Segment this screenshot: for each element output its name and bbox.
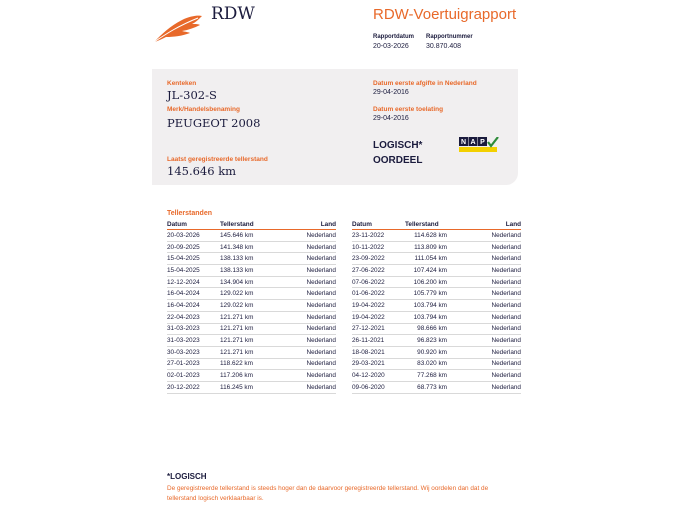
cell-tellerstand: 121.271 km — [220, 346, 280, 358]
first-nl-label: Datum eerste afgifte in Nederland — [373, 80, 477, 87]
cell-datum: 15-04-2025 — [167, 253, 220, 265]
cell-land: Nederland — [465, 253, 521, 265]
report-date-label: Rapportdatum — [373, 34, 414, 40]
table-row — [167, 311, 336, 323]
table-row — [352, 253, 521, 265]
table-row — [352, 288, 521, 300]
cell-datum: 09-06-2020 — [352, 381, 405, 393]
cell-datum: 30-03-2023 — [167, 346, 220, 358]
table-row — [167, 265, 336, 277]
cell-land: Nederland — [465, 311, 521, 323]
cell-datum: 10-11-2022 — [352, 241, 405, 253]
cell-tellerstand: 134.904 km — [220, 276, 280, 288]
table-row — [352, 265, 521, 277]
cell-tellerstand: 68.773 km — [405, 381, 465, 393]
cell-land: Nederland — [465, 323, 521, 335]
table-row — [167, 253, 336, 265]
cell-land: Nederland — [465, 300, 521, 312]
cell-land: Nederland — [280, 323, 336, 335]
table-row — [352, 358, 521, 370]
cell-tellerstand: 138.133 km — [220, 253, 280, 265]
table-row — [167, 358, 336, 370]
cell-datum: 16-04-2024 — [167, 300, 220, 312]
cell-tellerstand: 114.628 km — [405, 230, 465, 242]
cell-land: Nederland — [280, 253, 336, 265]
merk-value: PEUGEOT 2008 — [167, 116, 261, 130]
first-admission-value: 29-04-2016 — [373, 115, 409, 122]
cell-land: Nederland — [465, 265, 521, 277]
cell-land: Nederland — [465, 381, 521, 393]
stand-label: Laatst geregistreerde tellerstand — [167, 156, 268, 163]
col-header-datum: Datum — [167, 220, 220, 230]
table-row — [352, 300, 521, 312]
cell-land: Nederland — [280, 346, 336, 358]
cell-tellerstand: 111.054 km — [405, 253, 465, 265]
cell-datum: 20-09-2025 — [167, 241, 220, 253]
table-row — [167, 346, 336, 358]
cell-tellerstand: 96.823 km — [405, 335, 465, 347]
cell-tellerstand: 118.622 km — [220, 358, 280, 370]
cell-tellerstand: 141.348 km — [220, 241, 280, 253]
table-row — [352, 230, 521, 242]
first-nl-value: 29-04-2016 — [373, 89, 409, 96]
cell-datum: 23-09-2022 — [352, 253, 405, 265]
cell-tellerstand: 113.809 km — [405, 241, 465, 253]
table-row — [352, 276, 521, 288]
cell-land: Nederland — [465, 358, 521, 370]
cell-datum: 27-06-2022 — [352, 265, 405, 277]
report-title: RDW-Voertuigrapport — [373, 6, 517, 23]
table-row — [352, 335, 521, 347]
cell-tellerstand: 105.779 km — [405, 288, 465, 300]
cell-land: Nederland — [280, 370, 336, 382]
cell-land: Nederland — [280, 381, 336, 393]
table-row — [167, 381, 336, 393]
col-header-land: Land — [280, 220, 336, 230]
col-header-tellerstand: Tellerstand — [220, 220, 280, 230]
nap-letter-a: A — [470, 139, 476, 147]
cell-datum: 20-03-2026 — [167, 230, 220, 242]
kenteken-value: JL-302-S — [167, 88, 217, 102]
odometer-table-right — [352, 220, 521, 394]
cell-land: Nederland — [280, 276, 336, 288]
oordeel-line1: LOGISCH* — [373, 140, 423, 151]
cell-land: Nederland — [465, 276, 521, 288]
cell-tellerstand: 145.646 km — [220, 230, 280, 242]
cell-land: Nederland — [465, 241, 521, 253]
cell-datum: 31-03-2023 — [167, 323, 220, 335]
cell-tellerstand: 106.200 km — [405, 276, 465, 288]
cell-datum: 04-12-2020 — [352, 370, 405, 382]
cell-land: Nederland — [280, 241, 336, 253]
cell-tellerstand: 107.424 km — [405, 265, 465, 277]
stand-value: 145.646 km — [167, 164, 237, 178]
cell-land: Nederland — [465, 230, 521, 242]
cell-datum: 16-04-2024 — [167, 288, 220, 300]
table-row — [167, 288, 336, 300]
cell-tellerstand: 98.666 km — [405, 323, 465, 335]
cell-tellerstand: 129.022 km — [220, 300, 280, 312]
oordeel-verdict — [373, 138, 422, 168]
table-row — [167, 230, 336, 242]
cell-tellerstand: 90.920 km — [405, 346, 465, 358]
cell-datum: 22-04-2023 — [167, 311, 220, 323]
cell-datum: 29-03-2021 — [352, 358, 405, 370]
footnote-text: De geregistreerde tellerstand is steeds hoger dan de daarvoor geregistreerde tellerstand. Wij oordelen dan dat de tellerstand logisch verklaarbaar is. — [167, 485, 489, 502]
table-row — [352, 311, 521, 323]
kenteken-label: Kenteken — [167, 80, 197, 87]
cell-land: Nederland — [280, 358, 336, 370]
cell-datum: 15-04-2025 — [167, 265, 220, 277]
table-row — [352, 381, 521, 393]
oordeel-line2: OORDEEL — [373, 155, 423, 166]
cell-tellerstand: 121.271 km — [220, 335, 280, 347]
cell-datum: 02-01-2023 — [167, 370, 220, 382]
cell-land: Nederland — [280, 311, 336, 323]
rdw-logo-icon — [152, 14, 204, 44]
report-number-label: Rapportnummer — [426, 34, 473, 40]
cell-datum: 31-03-2023 — [167, 335, 220, 347]
table-header-row — [352, 220, 521, 230]
odometer-table-left — [167, 220, 336, 394]
cell-land: Nederland — [465, 346, 521, 358]
table-title: Tellerstanden — [167, 210, 212, 217]
cell-land: Nederland — [280, 300, 336, 312]
nap-letter-p: P — [480, 139, 485, 147]
cell-tellerstand: 116.245 km — [220, 381, 280, 393]
table-row — [167, 370, 336, 382]
cell-land: Nederland — [280, 335, 336, 347]
table-row — [167, 335, 336, 347]
cell-land: Nederland — [465, 335, 521, 347]
cell-datum: 07-06-2022 — [352, 276, 405, 288]
cell-datum: 27-12-2021 — [352, 323, 405, 335]
cell-land: Nederland — [465, 370, 521, 382]
brand-name: RDW — [211, 4, 255, 24]
col-header-tellerstand: Tellerstand — [405, 220, 465, 230]
nap-letter-n: N — [460, 139, 467, 147]
table-row — [352, 346, 521, 358]
col-header-land: Land — [465, 220, 521, 230]
cell-land: Nederland — [280, 230, 336, 242]
table-row — [167, 300, 336, 312]
cell-datum: 27-01-2023 — [167, 358, 220, 370]
table-row — [352, 370, 521, 382]
cell-land: Nederland — [280, 265, 336, 277]
table-header-row — [167, 220, 336, 230]
table-row — [167, 276, 336, 288]
cell-tellerstand: 138.133 km — [220, 265, 280, 277]
report-number: 30.870.408 — [426, 43, 462, 50]
cell-datum: 01-06-2022 — [352, 288, 405, 300]
footnote-title: *LOGISCH — [167, 472, 207, 481]
nap-badge-icon — [459, 137, 499, 152]
cell-land: Nederland — [465, 288, 521, 300]
cell-datum: 19-04-2022 — [352, 300, 405, 312]
cell-tellerstand: 83.020 km — [405, 358, 465, 370]
cell-tellerstand: 121.271 km — [220, 323, 280, 335]
table-row — [352, 323, 521, 335]
cell-tellerstand: 121.271 km — [220, 311, 280, 323]
table-row — [352, 241, 521, 253]
cell-datum: 26-11-2021 — [352, 335, 405, 347]
cell-land: Nederland — [280, 288, 336, 300]
cell-tellerstand: 77.268 km — [405, 370, 465, 382]
col-header-datum: Datum — [352, 220, 405, 230]
cell-datum: 19-04-2022 — [352, 311, 405, 323]
cell-datum: 18-08-2021 — [352, 346, 405, 358]
cell-datum: 20-12-2022 — [167, 381, 220, 393]
cell-datum: 12-12-2024 — [167, 276, 220, 288]
first-admission-label: Datum eerste toelating — [373, 106, 444, 113]
cell-tellerstand: 103.794 km — [405, 311, 465, 323]
cell-tellerstand: 103.794 km — [405, 300, 465, 312]
table-row — [167, 323, 336, 335]
merk-label: Merk/Handelsbenaming — [167, 106, 240, 113]
cell-tellerstand: 117.206 km — [220, 370, 280, 382]
cell-tellerstand: 129.022 km — [220, 288, 280, 300]
table-row — [167, 241, 336, 253]
report-date: 20-03-2026 — [373, 43, 409, 50]
cell-datum: 23-11-2022 — [352, 230, 405, 242]
